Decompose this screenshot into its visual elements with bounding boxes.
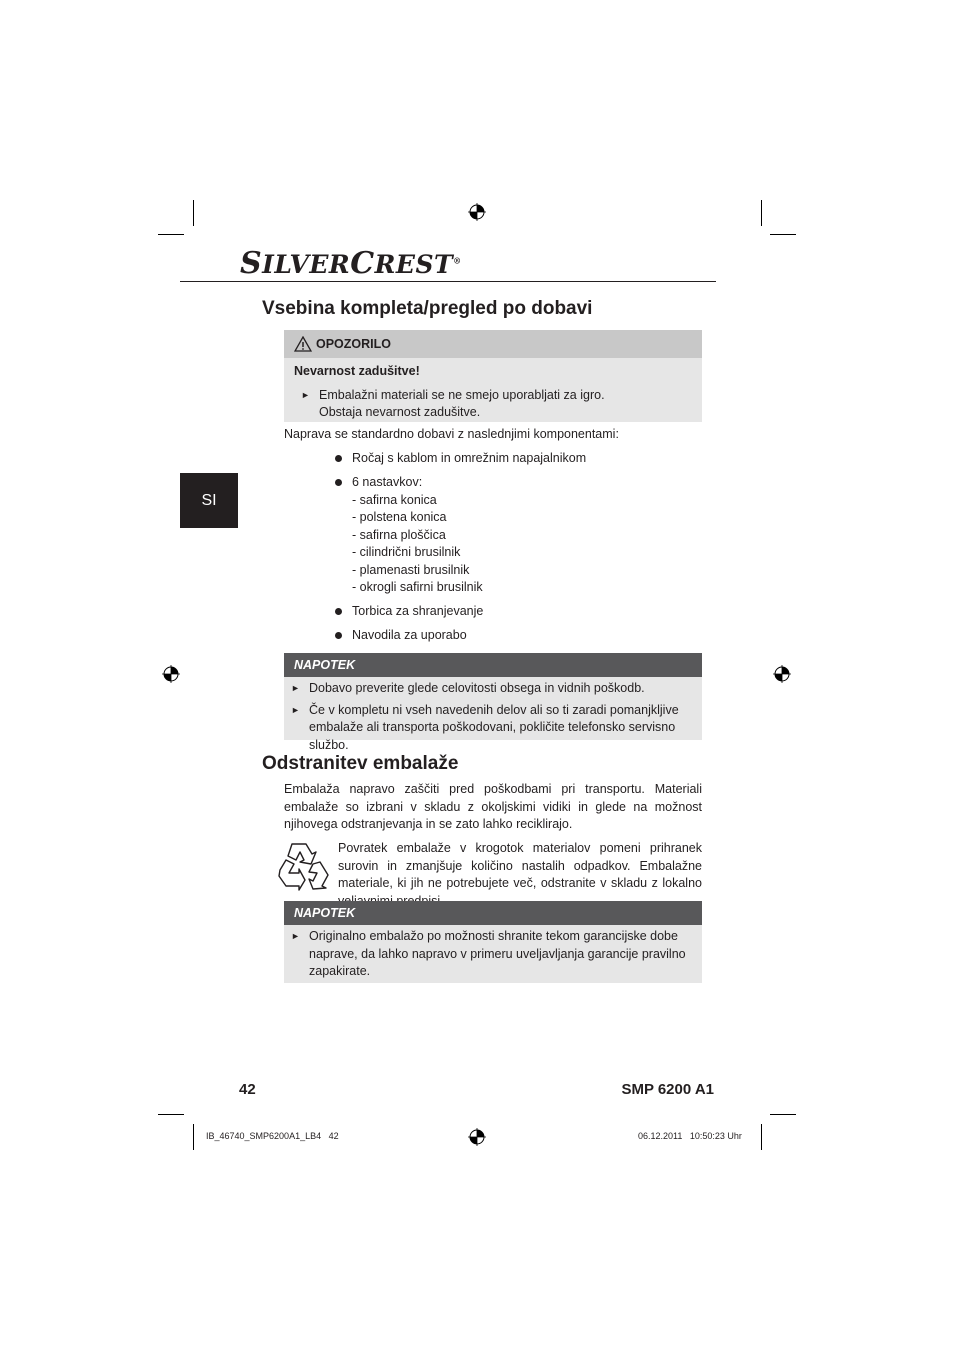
attachment-item: - safirna ploščica [352,527,446,542]
note-box [284,653,702,752]
silvercrest-logo: SILVERCREST® [240,246,462,281]
note-header: NAPOTEK [284,901,702,925]
intro-text: Naprava se standardno dobavi z naslednjimi komponentami: [284,427,619,441]
note-item: ► Dobavo preverite glede celovitosti obsega in vidnih poškodb. [284,680,694,698]
registration-mark-icon [773,665,791,683]
warning-box [284,330,702,422]
header-rule [180,281,716,282]
list-item: Ročaj s kablom in omrežnim napajalnikom [334,450,694,468]
attachment-item: - cilindrični brusilnik [352,545,461,559]
model-number: SMP 6200 A1 [621,1081,714,1098]
crop-mark [193,200,194,226]
list-item: 6 nastavkov: - safirna konica - polstena konica - safirna ploščica - cilindrični brusilnik - plamenasti brusilnik - okrogli safirni brusilnik [334,474,694,597]
attachment-item: - safirna konica [352,492,437,507]
note-box [284,901,702,983]
print-timestamp: 06.12.2011 10:50:23 Uhr [638,1131,742,1141]
section-title-disposal: Odstranitev embalaže [262,753,459,774]
warning-label: OPOZORILO [316,337,391,351]
note-item: ► Originalno embalažo po možnosti shranite tekom garancijske dobe naprave, da lahko napravo v primeru uveljavljanja garancije pravilno zapakirate. [291,929,686,978]
crop-mark [770,234,796,235]
registration-mark-icon [162,665,180,683]
components-list [334,450,694,651]
crop-mark [761,1124,762,1150]
arrow-bullet-icon: ► [291,683,300,693]
crop-mark [193,1124,194,1150]
arrow-bullet-icon: ► [291,931,300,941]
attachment-item: - polstena konica [352,510,447,524]
list-item: Torbica za shranjevanje [334,603,694,621]
warning-header [284,330,702,358]
registration-mark-icon [468,1128,486,1146]
registration-mark-icon [468,203,486,221]
warning-heading: Nevarnost zadušitve! [294,364,420,378]
attachment-item: - plamenasti brusilnik [352,562,470,577]
note-header: NAPOTEK [284,653,702,677]
arrow-bullet-icon: ► [301,389,310,400]
note-item: ► Če v kompletu ni vseh navedenih delov ali so ti zaradi pomanjkljive embalaže ali transporta poškodovani, pokličite telefonsko servisno službo. [291,702,679,752]
language-tab: SI [180,473,238,528]
list-item: Navodila za uporabo [334,627,694,645]
file-info: IB_46740_SMP6200A1_LB4 42 [206,1131,339,1141]
recycling-paragraph: Povratek embalaže v krogotok materialov pomeni prihranek surovin in zmanjšuje količino nastalih odpadkov. Embalažne materiale, ki jih ne potrebujete več, odstranite v skladu z lokalno [338,841,702,890]
arrow-bullet-icon: ► [291,704,300,715]
warning-item: ► Embalažni materiali se ne smejo uporabljati za igro. Obstaja nevarnost zadušitve. [301,387,605,419]
crop-mark [158,1114,184,1115]
attachment-item: - okrogli safirni brusilnik [352,580,483,594]
page-number: 42 [239,1081,256,1098]
crop-mark [770,1114,796,1115]
disposal-paragraph: Embalaža napravo zaščiti pred poškodbami pri transportu. Materiali embalaže so izbrani v skladu z okoljskimi vidiki in glede na možnost njihovega odstranjevanja in se zato lahko reciklirajo. [284,782,702,831]
crop-mark [158,234,184,235]
crop-mark [761,200,762,226]
warning-triangle-icon [294,336,312,352]
section-title-contents: Vsebina kompleta/pregled po dobavi [262,298,593,319]
recycle-icon [276,840,332,892]
